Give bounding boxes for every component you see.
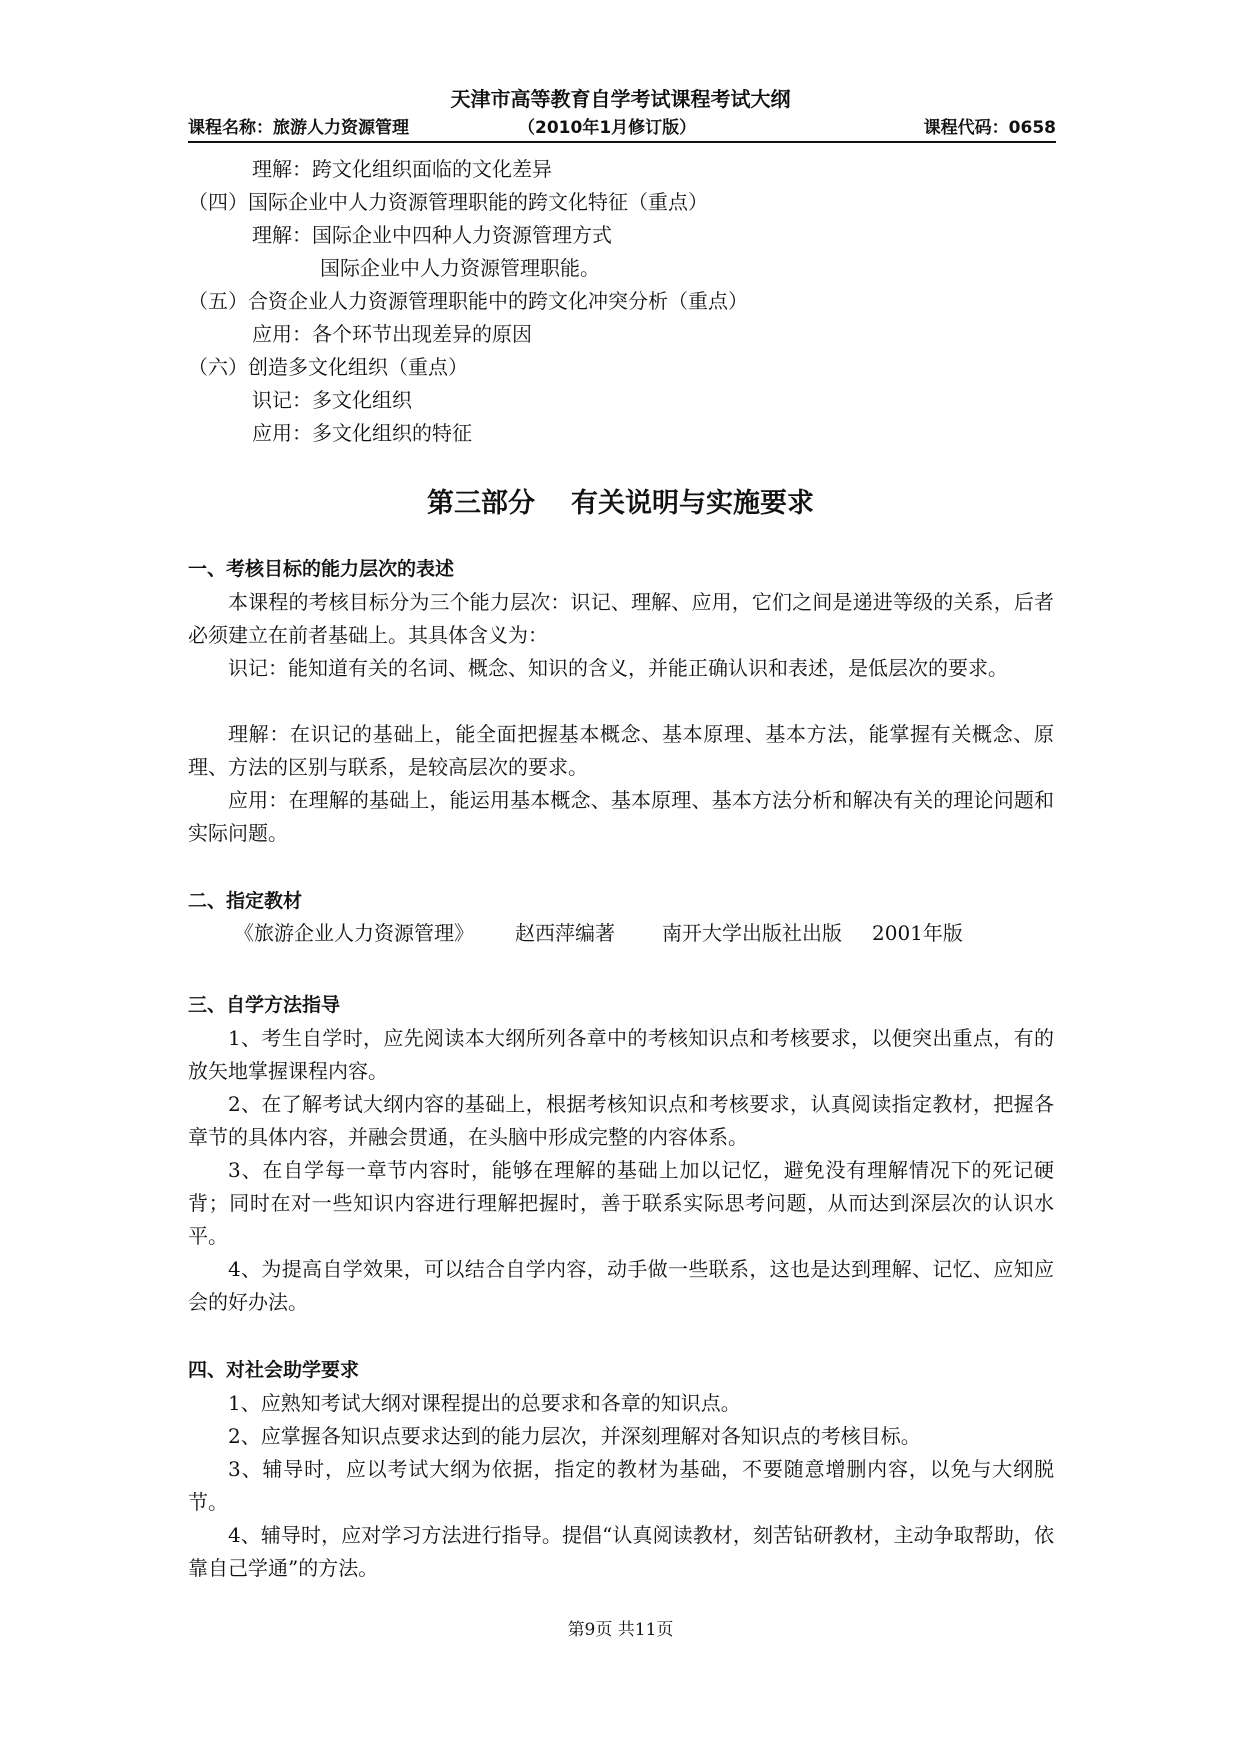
outline-line: 识记：多文化组织 [252, 388, 412, 412]
course-code: 课程代码：0658 [923, 118, 1056, 138]
outline-line: 应用：多文化组织的特征 [252, 421, 472, 445]
edition-label: （2010年1月修订版） [518, 118, 697, 138]
paragraph: 3、辅导时，应以考试大纲为依据，指定的教材为基础，不要随意增删内容，以免与大纲脱节。 [188, 1457, 1054, 1514]
header-info-row [188, 116, 1056, 140]
header-title: 天津市高等教育自学考试课程考试大纲 [450, 87, 791, 111]
section-heading: 一、考核目标的能力层次的表述 [188, 558, 455, 580]
textbook-publisher: 南开大学出版社出版 [662, 921, 842, 945]
section-heading: 三、自学方法指导 [188, 994, 341, 1016]
paragraph: 4、辅导时，应对学习方法进行指导。提倡“认真阅读教材，刻苦钻研教材，主动争取帮助，依靠自己学通”的方法。 [188, 1523, 1054, 1580]
paragraph: 2、在了解考试大纲内容的基础上，根据考核知识点和考核要求，认真阅读指定教材，把握各章节的具体内容，并融会贯通，在头脑中形成完整的内容体系。 [188, 1092, 1054, 1149]
page-number: 第9页 共11页 [567, 1620, 674, 1640]
textbook-title: 《旅游企业人力资源管理》 [234, 921, 474, 945]
paragraph: 1、应熟知考试大纲对课程提出的总要求和各章的知识点。 [228, 1391, 741, 1415]
paragraph: 4、为提高自学效果，可以结合自学内容，动手做一些联系，这也是达到理解、记忆、应知应会的好办法。 [188, 1257, 1054, 1314]
paragraph: 1、考生自学时，应先阅读本大纲所列各章中的考核知识点和考核要求，以便突出重点，有的放矢地掌握课程内容。 [188, 1026, 1054, 1083]
outline-line: 应用：各个环节出现差异的原因 [252, 322, 532, 346]
section-heading: 四、对社会助学要求 [188, 1359, 360, 1381]
paragraph: 本课程的考核目标分为三个能力层次：识记、理解、应用，它们之间是递进等级的关系，后者必须建立在前者基础上。其具体含义为： [188, 590, 1054, 647]
textbook-author: 赵西萍编著 [515, 921, 615, 945]
paragraph: 2、应掌握各知识点要求达到的能力层次，并深刻理解对各知识点的考核目标。 [228, 1424, 921, 1448]
outline-heading: （六）创造多文化组织（重点） [188, 355, 468, 379]
paragraph: 应用：在理解的基础上，能运用基本概念、基本原理、基本方法分析和解决有关的理论问题和实际问题。 [188, 788, 1054, 845]
outline-line: 理解：跨文化组织面临的文化差异 [252, 157, 552, 181]
textbook-year: 2001年版 [872, 921, 963, 945]
paragraph: 3、在自学每一章节内容时，能够在理解的基础上加以记忆，避免没有理解情况下的死记硬背；同时在对一些知识内容进行理解把握时，善于联系实际思考问题，从而达到深层次的认识水平。 [188, 1158, 1054, 1248]
section-heading: 二、指定教材 [188, 890, 303, 912]
outline-line: 理解：国际企业中四种人力资源管理方式 [252, 223, 612, 247]
paragraph: 识记：能知道有关的名词、概念、知识的含义，并能正确认识和表述，是低层次的要求。 [228, 656, 1008, 680]
part-title: 有关说明与实施要求 [571, 488, 814, 519]
paragraph: 理解：在识记的基础上，能全面把握基本概念、基本原理、基本方法，能掌握有关概念、原理、方法的区别与联系，是较高层次的要求。 [188, 722, 1054, 779]
outline-heading: （四）国际企业中人力资源管理职能的跨文化特征（重点） [188, 190, 708, 214]
header-divider [188, 141, 1056, 143]
part-number: 第三部分 [427, 488, 535, 519]
outline-heading: （五）合资企业人力资源管理职能中的跨文化冲突分析（重点） [188, 289, 748, 313]
course-name: 课程名称：旅游人力资源管理 [188, 118, 409, 138]
part-heading [0, 484, 1241, 524]
outline-line: 国际企业中人力资源管理职能。 [320, 256, 600, 280]
